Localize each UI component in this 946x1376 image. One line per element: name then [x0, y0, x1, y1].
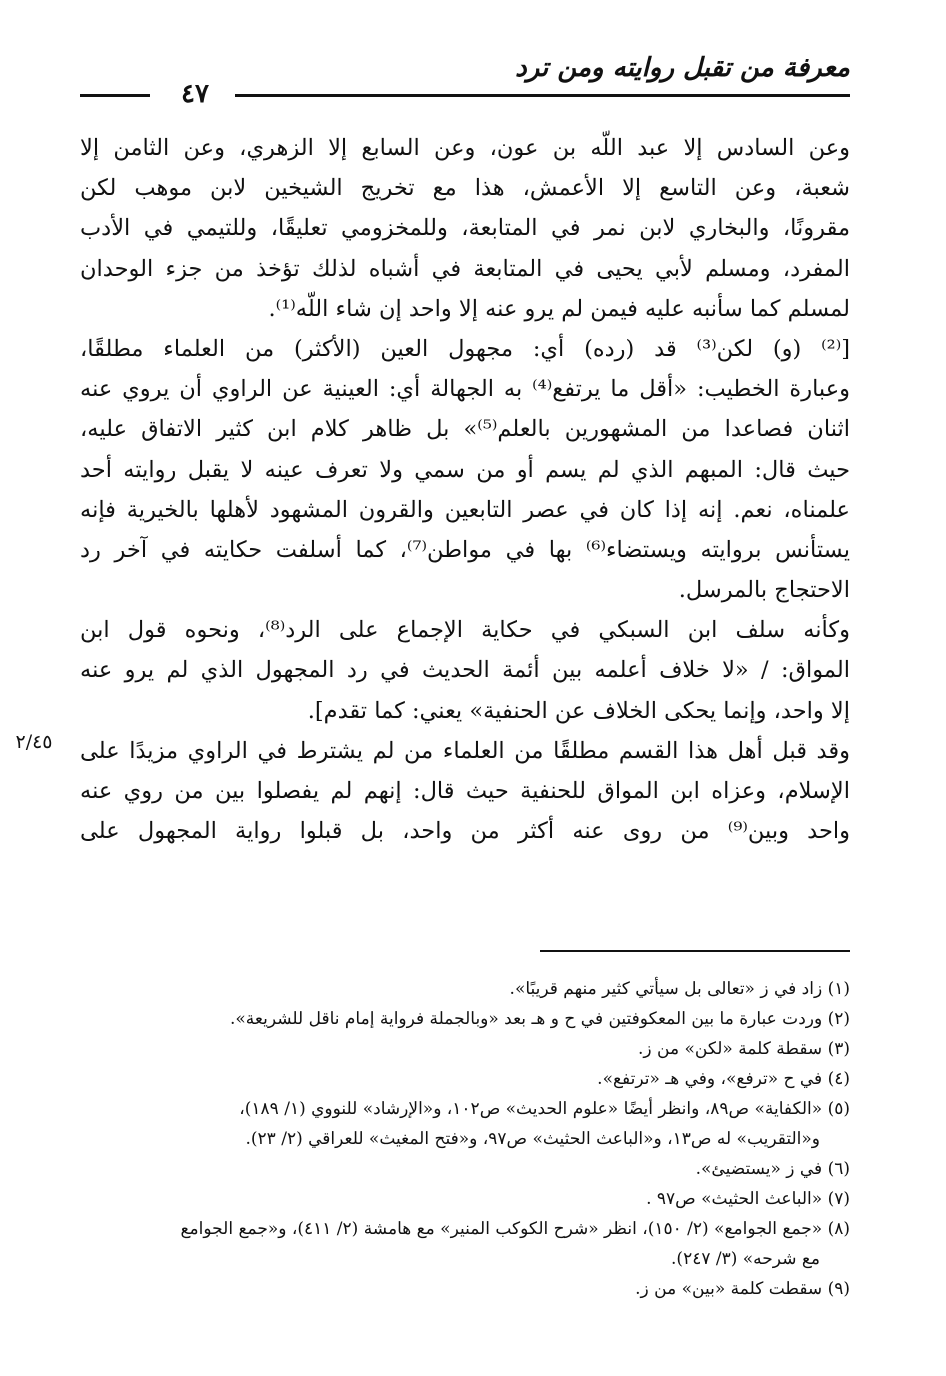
text-line: وكأنه سلف ابن السبكي في حكاية الإجماع على الرد⁽⁸⁾، ونحوه قول ابن — [80, 617, 850, 644]
text-line: اثنان فصاعدا من المشهورين بالعلم⁽⁵⁾» بل ظاهر كلام ابن كثير الاتفاق عليه، — [80, 416, 850, 443]
footnote: (٧) «الباعث الحثيث» ص٩٧ . — [646, 1189, 850, 1209]
footnote-continuation: مع شرحه» (٣/ ٢٤٧). — [671, 1249, 820, 1269]
header-rule — [235, 94, 850, 97]
text-line: [⁽²⁾ (و) لكن⁽³⁾ قد (رده) أي: مجهول العين (الأكثر) من العلماء مطلقًا، — [80, 335, 850, 362]
footnotes — [80, 974, 850, 1304]
text-line: وعبارة الخطيب: «أقل ما يرتفع⁽⁴⁾ به الجهالة أي: العينية عن الراوي أن يروي عنه — [80, 376, 850, 403]
text-line: علمناه، نعم. إنه إذا كان في عصر التابعين والقرون المشهود لأهلها بالخيرية فإنه — [80, 496, 850, 523]
margin-page-reference: ٢/٤٥ — [15, 731, 53, 753]
text-line: وعن السادس إلا عبد اللّه بن عون، وعن السابع إلا الزهري، وعن الثامن إلا — [80, 135, 850, 161]
text-line: واحد وبين⁽⁹⁾ من روى عنه أكثر من واحد، بل قبلوا رواية المجهول على — [80, 818, 850, 845]
text-line: المفرد، ومسلم لأبي يحيى في المتابعة في أشباه لذلك تؤخذ من جزء الوحدان — [80, 255, 850, 282]
footnote: (٦) في ز «يستضيئ». — [695, 1159, 850, 1179]
text-line: يستأنس بروايته ويستضاء⁽⁶⁾ بها في مواطن⁽⁷⁾، كما أسلفت حكايته في آخر رد — [80, 536, 850, 563]
text-line: مقرونًا، والبخاري لابن نمر في المتابعة، وللمخزومي تعليقًا، وللتيمي في الأدب — [80, 215, 850, 242]
footnote: (٨) «جمع الجوامع» (٢/ ١٥٠)، انظر «شرح الكوكب المنير» مع هامشة (٢/ ٤١١)، و«جمع الجوامع — [180, 1219, 850, 1239]
text-line: شعبة، وعن التاسع إلا الأعمش، هذا مع تخريج الشيخين لابن موهب لكن — [80, 175, 850, 202]
header-rule-short — [80, 94, 150, 97]
footnote-separator — [540, 950, 850, 952]
text-line: الإسلام، وعزاه ابن المواق للحنفية حيث قال: إنهم لم يفصلوا بين من روي عنه — [80, 778, 850, 804]
footnote: (١) زاد في ز «تعالى بل سيأتي كثير منهم قريبًا». — [509, 979, 850, 999]
footnote: (٢) وردت عبارة ما بين المعكوفتين في ح و هـ بعد «وبالجملة فرواية إمام ناقل للشريعة». — [229, 1009, 850, 1029]
footnote: (٣) سقطة كلمة «لكن» من ز. — [638, 1039, 850, 1059]
text-line: حيث قال: المبهم الذي لم يسم أو من سمي ولا تعرف عينه لا يقبل روايته أحد — [80, 456, 850, 483]
page-number: ٤٧ — [181, 79, 209, 109]
text-line: إلا واحد، وإنما يحكى الخلاف عن الحنفية» يعني: كما تقدم]. — [307, 697, 850, 724]
footnote-continuation: و«التقريب» له ص١٣، و«الباعث الحثيث» ص٩٧، و«فتح المغيث» للعراقي (٢/ ٢٣). — [245, 1129, 820, 1149]
text-line: لمسلم كما سأنبه عليه فيمن لم يرو عنه إلا واحد إن شاء اللّه⁽¹⁾. — [268, 295, 850, 322]
text-line: الاحتجاج بالمرسل. — [678, 577, 850, 604]
footnote: (٩) سقطت كلمة «بين» من ز. — [635, 1279, 850, 1299]
main-text — [80, 128, 850, 851]
text-line: وقد قبل أهل هذا القسم مطلقًا من العلماء من لم يشترط في الراوي مزيدًا على — [80, 737, 850, 764]
footnote: (٤) في ح «ترفع»، وفي هـ «ترتفع». — [597, 1069, 850, 1089]
running-title: معرفة من تقبل روايته ومن ترد — [515, 53, 850, 83]
footnote: (٥) «الكفاية» ص٨٩، وانظر أيضًا «علوم الحديث» ص١٠٢، و«الإرشاد» للنووي (١/ ١٨٩)، — [239, 1099, 850, 1119]
text-line: المواق: / «لا خلاف أعلمه بين أئمة الحديث في رد المجهول الذي لم يرو عنه — [80, 657, 850, 684]
